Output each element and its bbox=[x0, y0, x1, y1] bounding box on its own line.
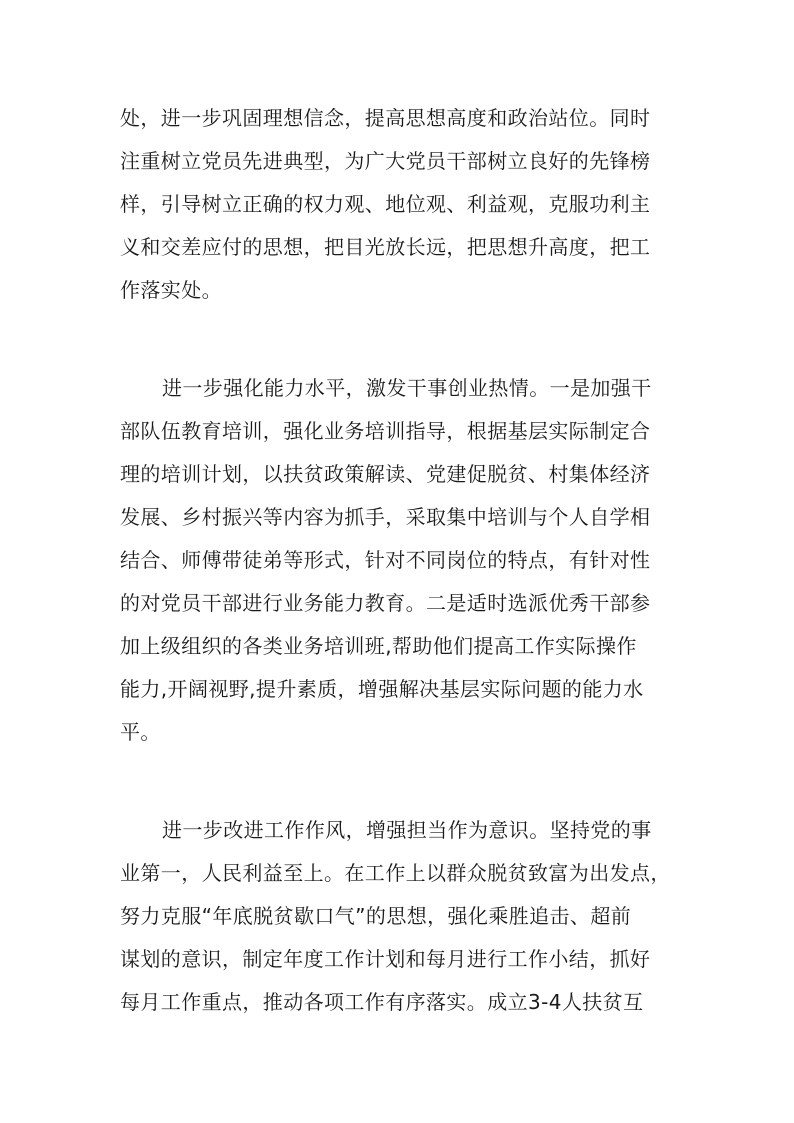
paragraph-3-line-4: 谋划的意识，制定年度工作计划和每月进行工作小结，抓好 bbox=[120, 947, 651, 971]
paragraph-1-line-5: 作落实处。 bbox=[120, 278, 222, 302]
paragraph-1-line-1: 处，进一步巩固理想信念，提高思想高度和政治站位。同时 bbox=[120, 106, 651, 130]
paragraph-2-line-5: 结合、师傅带徒弟等形式，针对不同岗位的特点，有针对性 bbox=[120, 548, 651, 572]
paragraph-2-line-1: 进一步强化能力水平，激发干事创业热情。一是加强干 bbox=[162, 376, 652, 400]
paragraph-2-line-2: 部队伍教育培训，强化业务培训指导，根据基层实际制定合 bbox=[120, 419, 651, 443]
paragraph-2-line-7: 加上级组织的各类业务培训班,帮助他们提高工作实际操作 bbox=[120, 634, 637, 658]
paragraph-1-line-2: 注重树立党员先进典型，为广大党员干部树立良好的先锋榜 bbox=[120, 149, 651, 173]
paragraph-2-line-3: 理的培训计划，以扶贫政策解读、党建促脱贫、村集体经济 bbox=[120, 462, 651, 486]
paragraph-2-line-6: 的对党员干部进行业务能力教育。二是适时选派优秀干部参 bbox=[120, 591, 651, 615]
paragraph-3-line-3: 努力克服“年底脱贫歇口气”的思想，强化乘胜追击、超前 bbox=[120, 904, 632, 928]
paragraph-2-line-9: 平。 bbox=[120, 720, 161, 744]
paragraph-3-line-2: 业第一，人民利益至上。在工作上以群众脱贫致富为出发点， bbox=[120, 861, 671, 885]
paragraph-3-line-5: 每月工作重点，推动各项工作有序落实。成立3-4人扶贫互 bbox=[120, 990, 644, 1014]
paragraph-1-line-4: 义和交差应付的思想，把目光放长远，把思想升高度，把工 bbox=[120, 235, 651, 259]
paragraph-2-line-8: 能力,开阔视野,提升素质，增强解决基层实际问题的能力水 bbox=[120, 677, 644, 701]
paragraph-3-line-1: 进一步改进工作作风，增强担当作为意识。坚持党的事 bbox=[162, 818, 652, 842]
paragraph-2-line-4: 发展、乡村振兴等内容为抓手，采取集中培训与个人自学相 bbox=[120, 505, 651, 529]
paragraph-1-line-3: 样，引导树立正确的权力观、地位观、利益观，克服功利主 bbox=[120, 192, 651, 216]
